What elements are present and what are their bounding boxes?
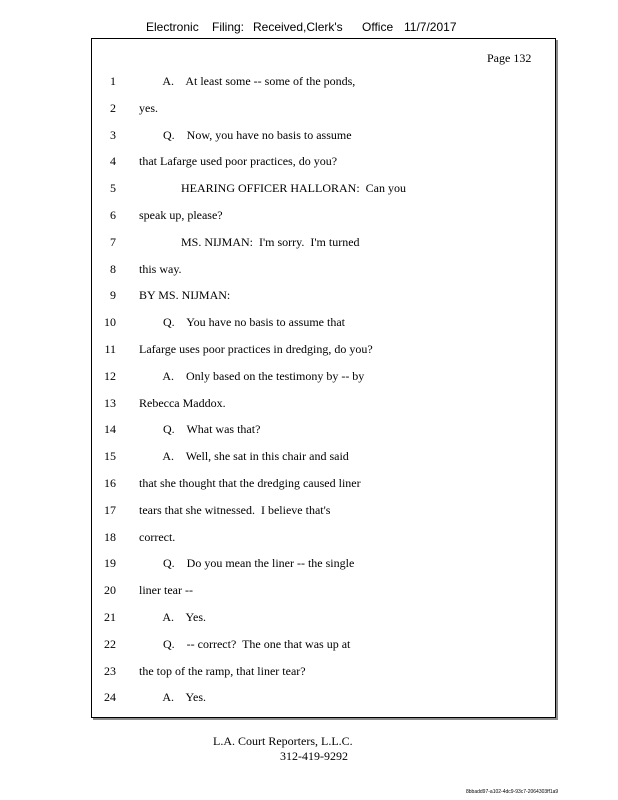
transcript-line xyxy=(0,74,618,90)
line-text: Q. -- correct? The one that was up at xyxy=(139,636,351,651)
line-number: 6 xyxy=(110,208,116,222)
footer-phone-number: 312-419-9292 xyxy=(280,749,348,763)
line-text: Lafarge uses poor practices in dredging, do you? xyxy=(139,342,373,356)
transcript-line xyxy=(0,262,618,278)
transcript-line xyxy=(0,288,618,304)
electronic-filing-header xyxy=(0,20,618,36)
line-number: 20 xyxy=(104,583,116,598)
line-text: A. Yes. xyxy=(139,610,207,624)
header-word-filing: Filing: xyxy=(212,20,245,34)
line-number: 16 xyxy=(104,476,116,490)
line-text: A. Yes. xyxy=(139,690,207,705)
line-text: speak up, please? xyxy=(139,208,223,222)
line-number: 13 xyxy=(104,395,116,410)
line-text: MS. NIJMAN: I'm sorry. I'm turned xyxy=(139,234,360,249)
line-text: BY MS. NIJMAN: xyxy=(139,288,231,303)
line-number: 18 xyxy=(104,529,116,544)
line-text: Rebecca Maddox. xyxy=(139,395,226,410)
line-text: A. Well, she sat in this chair and said xyxy=(139,449,349,464)
transcript-line xyxy=(0,315,618,331)
line-text: Q. What was that? xyxy=(139,422,261,437)
line-number: 21 xyxy=(104,610,116,624)
header-word-electronic: Electronic xyxy=(146,20,199,34)
line-text: that she thought that the dredging caused liner xyxy=(139,476,361,490)
transcript-line xyxy=(0,369,618,385)
transcript-line xyxy=(0,583,618,599)
transcript-line xyxy=(0,154,618,170)
line-text: Q. Do you mean the liner -- the single xyxy=(139,556,355,571)
line-text: liner tear -- xyxy=(139,583,193,598)
line-number: 9 xyxy=(110,288,116,303)
header-word-received: Received,Clerk's xyxy=(253,20,343,34)
transcript-line xyxy=(0,664,618,680)
document-hash-id: 8bbadd97-a102-4dc9-93c7-2064303ff1a9 xyxy=(466,789,559,795)
header-word-office: Office xyxy=(362,20,394,34)
transcript-line xyxy=(0,503,618,519)
transcript-line xyxy=(0,396,618,412)
line-number: 1 xyxy=(110,74,116,88)
transcript-line xyxy=(0,235,618,251)
line-text: Q. You have no basis to assume that xyxy=(139,315,345,330)
transcript-line xyxy=(0,530,618,546)
line-text: that Lafarge used poor practices, do you? xyxy=(139,154,338,169)
line-number: 15 xyxy=(104,449,116,464)
line-text: tears that she witnessed. I believe that's xyxy=(139,502,331,517)
line-number: 12 xyxy=(104,368,116,383)
line-text: correct. xyxy=(139,529,176,544)
line-number: 14 xyxy=(104,422,116,437)
line-number: 22 xyxy=(104,636,116,651)
line-number: 10 xyxy=(104,315,116,330)
footer-company-name: L.A. Court Reporters, L.L.C. xyxy=(213,734,353,748)
line-number: 4 xyxy=(110,154,116,169)
line-text: Q. Now, you have no basis to assume xyxy=(139,127,352,142)
transcript-line xyxy=(0,181,618,197)
line-number: 11 xyxy=(104,342,116,356)
line-text: A. At least some -- some of the ponds, xyxy=(139,74,356,88)
transcript-line xyxy=(0,556,618,572)
line-text: yes. xyxy=(139,100,158,115)
transcript-line xyxy=(0,128,618,144)
line-text: this way. xyxy=(139,261,182,276)
line-number: 2 xyxy=(110,100,116,115)
line-number: 19 xyxy=(104,556,116,571)
line-number: 7 xyxy=(110,234,116,249)
transcript-line xyxy=(0,690,618,706)
transcript-line xyxy=(0,342,618,358)
line-number: 5 xyxy=(110,181,116,196)
line-text: A. Only based on the testimony by -- by xyxy=(139,368,365,383)
transcript-line xyxy=(0,101,618,117)
transcript-line xyxy=(0,422,618,438)
transcript-line xyxy=(0,610,618,626)
line-number: 8 xyxy=(110,261,116,276)
line-number: 3 xyxy=(110,127,116,142)
line-number: 24 xyxy=(104,690,116,705)
transcript-line xyxy=(0,208,618,224)
line-number: 23 xyxy=(104,663,116,678)
transcript-line xyxy=(0,476,618,492)
line-text: HEARING OFFICER HALLORAN: Can you xyxy=(139,181,406,196)
line-number: 17 xyxy=(104,502,116,517)
header-filing-date: 11/7/2017 xyxy=(404,20,457,34)
line-text: the top of the ramp, that liner tear? xyxy=(139,663,306,678)
page-number: Page 132 xyxy=(487,51,532,65)
transcript-line xyxy=(0,449,618,465)
transcript-line xyxy=(0,637,618,653)
